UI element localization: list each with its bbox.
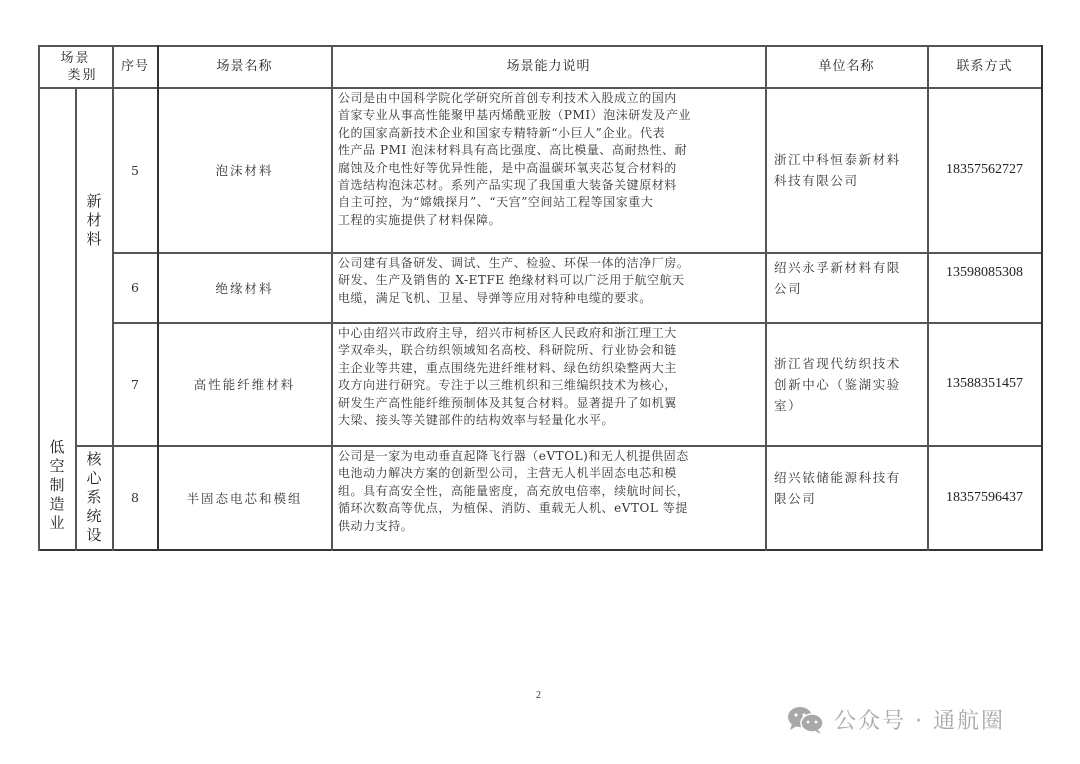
row-5-scene-name: 泡沫材料	[215, 163, 274, 178]
category-low-altitude-manufacturing: 低 空 制 造 业	[49, 438, 65, 532]
table-border-right	[1041, 45, 1043, 551]
row-6-capability: 公司建有具备研发、调试、生产、检验、环保一体的洁净厂房。 研发、生产及销售的 X-ETFE 绝缘材料可以广泛用于航空航天 电缆，满足飞机、卫星、导弹等应用对特种电缆的要求。	[338, 256, 690, 305]
row-5-capability: 公司是由中国科学院化学研究所首创专利技术入股成立的国内 首家专业从事高性能聚甲基丙烯酰亚胺（PMI）泡沫研发及产业 化的国家高新技术企业和国家专精特新“小巨人”企业。代表 性产品 PMI 泡沫材料具有高比强度、高比模量、高耐热性、耐 腐蚀及介电性好等优异性能，是中高温碳环氧夹芯复合材料的 首选结构泡沫芯材。系列产品实现了我国重大装备关键原材料 自主可控，为“嫦娥探月”、“天宫”空间站工程等国家重大 工程的实施提供了材料保障。	[338, 91, 692, 227]
row-8-index: 8	[131, 490, 139, 505]
table-border-bottom	[38, 549, 1042, 551]
row-7-index: 7	[131, 376, 139, 392]
row-8-scene-name: 半固态电芯和模组	[186, 490, 303, 506]
row-6-scene-name: 绝缘材料	[215, 280, 274, 296]
row-8-unit-name: 绍兴铱储能源科技有 限公司	[774, 469, 901, 506]
row-6-contact: 13598085308	[946, 265, 1023, 280]
header-category	[39, 46, 112, 87]
header-contact: 联系方式	[956, 59, 1013, 74]
row-8-contact: 18357596437	[946, 489, 1023, 505]
row-7-capability: 中心由绍兴市政府主导，绍兴市柯桥区人民政府和浙江理工大 学双牵头，联合纺织领域知名高校、科研院所、行业协会和链 主企业等共建，重点围绕先进纤维材料、绿色纺织染整两大主 攻方向进行研究。专注于以三维机织和三维编织技术为核心， 研发生产高性能纤维预制体及其复合材料。显著提升了如机翼 大梁、接头等关键部件的结构效率与轻量化水平。	[338, 326, 677, 428]
row-5-contact: 18357562727	[946, 162, 1023, 177]
header-capability: 场景能力说明	[506, 59, 591, 74]
subcategory-new-materials: 新 材 料	[86, 192, 102, 248]
row-5-unit-name: 浙江中科恒泰新材料 科技有限公司	[774, 152, 901, 188]
row-6-index: 6	[131, 280, 139, 295]
row-7-contact: 13588351457	[946, 376, 1023, 391]
header-unit-name: 单位名称	[818, 59, 875, 74]
page-number: 2	[536, 690, 541, 701]
subcategory-core-system-equipment: 核 心 系 统 设	[86, 450, 102, 544]
row-6-unit-name: 绍兴永孚新材料有限 公司	[774, 260, 901, 296]
row-7-scene-name: 高性能纤维材料	[193, 377, 296, 392]
header-category-line2: 类别	[67, 67, 98, 83]
row-7-unit-name: 浙江省现代纺织技术 创新中心（鉴湖实验 室）	[774, 355, 901, 413]
watermark	[786, 704, 1005, 735]
watermark-text: 公众号 · 通航圈	[834, 709, 1005, 734]
header-category-line1: 场景	[60, 50, 91, 66]
row-8-capability: 公司是一家为电动垂直起降飞行器（eVTOL)和无人机提供固态 电池动力解决方案的创新型公司，主营无人机半固态电芯和模 组。具有高安全性，高能量密度，高充放电倍率，续航时间长， 循环次数高等优点，为植保、消防、重载无人机、eVTOL 等提 供动力支持。	[338, 449, 690, 533]
header-scene-name: 场景名称	[216, 59, 273, 74]
header-index: 序号	[120, 59, 149, 74]
wechat-icon	[786, 705, 826, 735]
row-5-index: 5	[131, 162, 139, 178]
